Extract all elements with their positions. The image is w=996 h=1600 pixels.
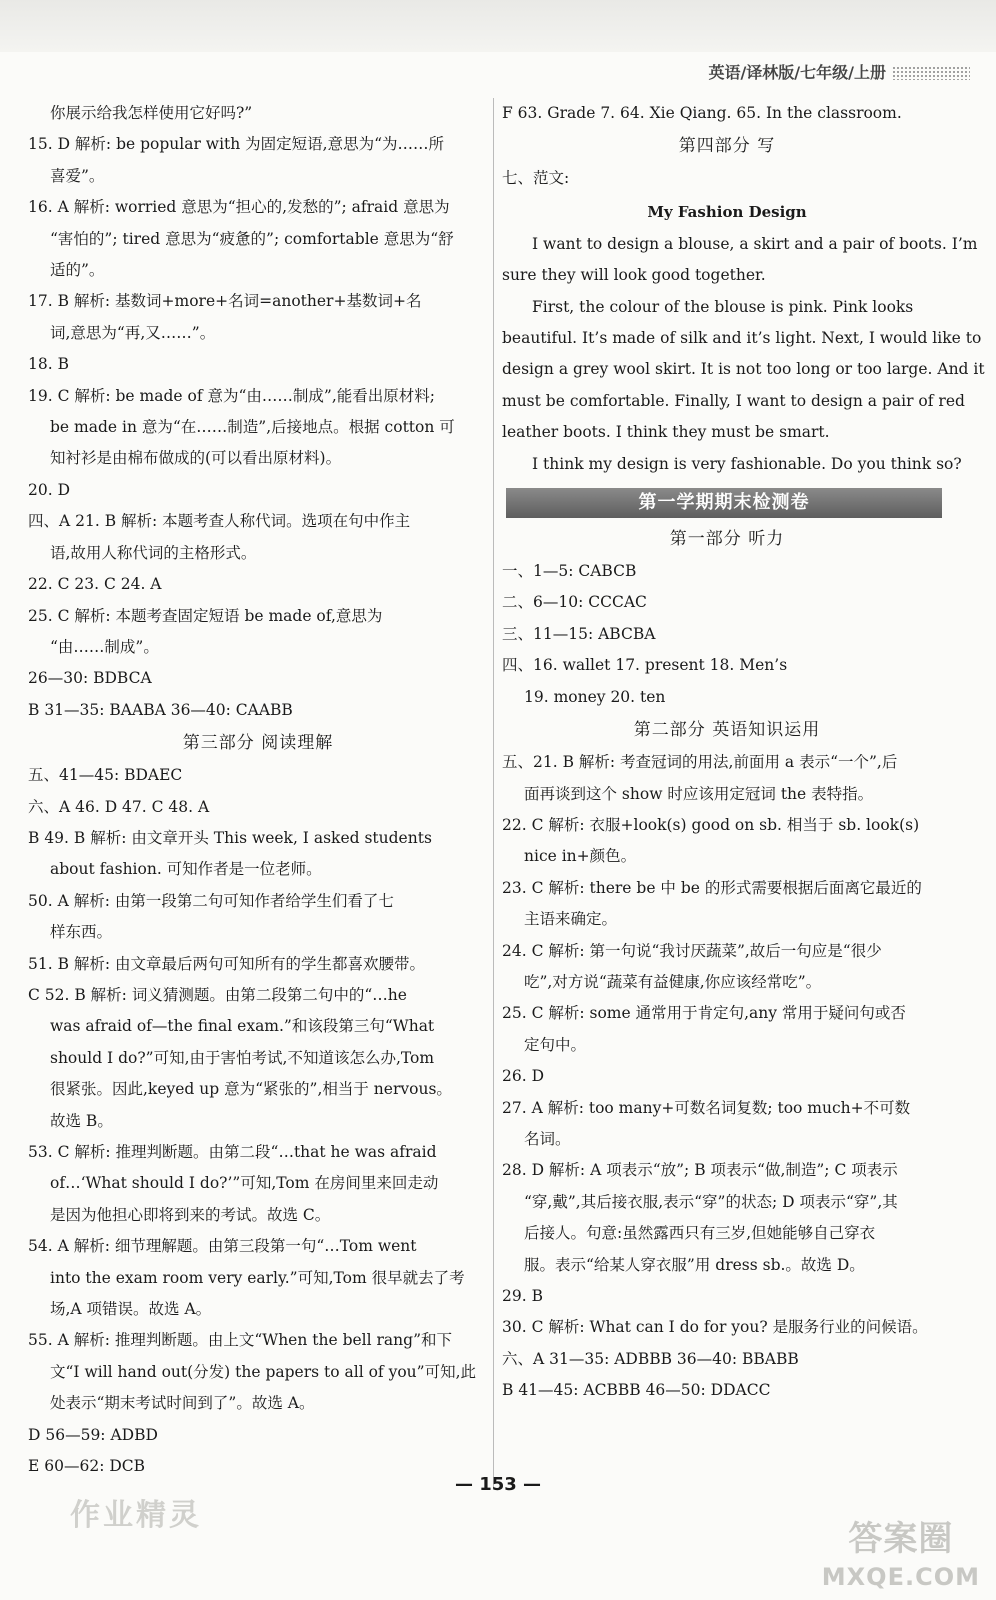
answer-line: must be comfortable. Finally, I want to design a pair of red xyxy=(502,391,965,410)
answer-line: 五、21. B 解析: 考查冠词的用法,前面用 a 表示“一个”,后 xyxy=(502,753,898,772)
left-column xyxy=(28,98,488,1482)
answer-line: 词,意思为“再,又……”。 xyxy=(50,323,216,342)
answer-line: sure they will look good together. xyxy=(502,266,766,285)
answer-line: of…‘What should I do?’”可知,Tom 在房间里来回走动 xyxy=(50,1174,439,1193)
answer-line: should I do?”可知,由于害怕考试,不知道该怎么办,Tom xyxy=(50,1048,435,1067)
answer-line: 处表示“期末考试时间到了”。故选 A。 xyxy=(50,1394,315,1413)
answer-line: F 63. Grade 7. 64. Xie Qiang. 65. In the classroom. xyxy=(502,104,902,122)
answer-line: be made in 意为“在……制造”,后接地点。根据 cotton 可 xyxy=(50,418,455,437)
essay-paragraph-start: I think my design is very fashionable. Do you think so? xyxy=(532,454,962,473)
page-number: — 153 — xyxy=(454,1474,542,1495)
answer-line: 定句中。 xyxy=(524,1035,587,1054)
watermark-right-bottom: MXQE.COM xyxy=(821,1563,980,1591)
answer-line: B 31—35: BAABA 36—40: CAABB xyxy=(28,700,293,719)
answer-line: 22. C 23. C 24. A xyxy=(28,575,162,594)
answer-line: “穿,戴”,其后接衣服,表示“穿”的状态; D 项表示“穿”,其 xyxy=(524,1192,898,1211)
answer-line: 20. D xyxy=(28,480,71,499)
answer-line: 主语来确定。 xyxy=(524,910,618,929)
section-heading: 第一部分 听力 xyxy=(669,529,785,550)
answer-line: nice in+颜色。 xyxy=(524,847,637,866)
answer-line: 51. B 解析: 由文章最后两句可知所有的学生都喜欢腰带。 xyxy=(28,954,426,973)
answer-line: 22. C 解析: 衣服+look(s) good on sb. 相当于 sb. look(s) xyxy=(502,815,920,834)
answer-line: 语,故用人称代词的主格形式。 xyxy=(50,543,257,562)
answer-line: 18. B xyxy=(28,355,69,374)
watermark-right xyxy=(822,1520,980,1596)
answer-line: 二、6—10: CCCAC xyxy=(502,593,647,612)
column-divider xyxy=(493,98,494,1488)
answer-line: 文“I will hand out(分发) the papers to all of you”可知,此 xyxy=(50,1362,477,1381)
watermark-left: 作业精灵 xyxy=(70,1498,202,1533)
answer-line: 吃”,对方说“蔬菜有益健康,你应该经常吃”。 xyxy=(524,972,822,991)
answer-line: 54. A 解析: 细节理解题。由第三段第一句“…Tom went xyxy=(28,1237,417,1256)
essay-title: My Fashion Design xyxy=(647,202,807,221)
answer-line: into the exam room very early.”可知,Tom 很早就去了考 xyxy=(50,1268,465,1287)
answer-line: “害怕的”; tired 意思为“疲惫的”; comfortable 意思为“舒 xyxy=(50,229,454,248)
answer-line: 26—30: BDBCA xyxy=(28,669,152,688)
answer-line: 19. money 20. ten xyxy=(524,687,666,706)
answer-line: 四、16. wallet 17. present 18. Men’s xyxy=(502,656,788,675)
answer-line: 场,A 项错误。故选 A。 xyxy=(50,1300,212,1319)
answer-line: 服。表示“给某人穿衣服”用 dress sb.。故选 D。 xyxy=(524,1255,865,1274)
answer-line: leather boots. I think they must be smart. xyxy=(502,423,830,442)
answer-line: 故选 B。 xyxy=(50,1111,113,1130)
answer-line: 16. A 解析: worried 意思为“担心的,发愁的”; afraid 意思为 xyxy=(28,198,450,217)
essay-paragraph-start: I want to design a blouse, a skirt and a pair of boots. I’m xyxy=(532,234,978,253)
answer-line: B 41—45: ACBBB 46—50: DDACC xyxy=(502,1381,771,1400)
answer-line: 24. C 解析: 第一句说“我讨厌蔬菜”,故后一句应是“很少 xyxy=(502,941,882,960)
header-dot-pattern xyxy=(892,66,970,80)
answer-line: 25. C 解析: 本题考查固定短语 be made of,意思为 xyxy=(28,606,383,625)
answer-line: 17. B 解析: 基数词+more+名词=another+基数词+名 xyxy=(28,292,422,311)
essay-paragraph-start: First, the colour of the blouse is pink. Pink looks xyxy=(532,297,914,316)
answer-line: 55. A 解析: 推理判断题。由上文“When the bell rang”和下 xyxy=(28,1331,452,1350)
header-band xyxy=(0,0,996,52)
answer-line: 七、范文: xyxy=(502,169,570,188)
exam-banner: 第一学期期末检测卷 xyxy=(506,488,942,518)
answer-line: 50. A 解析: 由第一段第二句可知作者给学生们看了七 xyxy=(28,891,394,910)
watermark-right-top: 答案圈 xyxy=(848,1519,954,1559)
answer-line: 30. C 解析: What can I do for you? 是服务行业的问候语。 xyxy=(502,1318,928,1337)
answer-line: 名词。 xyxy=(524,1129,571,1148)
answer-line: “由……制成”。 xyxy=(50,637,159,656)
section-heading: 第四部分 写 xyxy=(678,136,776,157)
answer-line: 是因为他担心即将到来的考试。故选 C。 xyxy=(50,1205,331,1224)
answer-line: beautiful. It’s made of silk and it’s light. Next, I would like to xyxy=(502,329,982,348)
answer-line: B 49. B 解析: 由文章开头 This week, I asked students xyxy=(28,828,432,847)
answer-line: design a grey wool skirt. It is not too long or too large. And it xyxy=(502,360,985,379)
answer-line: 六、A 31—35: ADBBB 36—40: BBABB xyxy=(502,1349,799,1368)
answer-line: 五、41—45: BDAEC xyxy=(28,766,183,785)
answer-line: 你展示给我怎样使用它好吗?” xyxy=(50,104,253,122)
answer-line: 很紧张。因此,keyed up 意为“紧张的”,相当于 nervous。 xyxy=(50,1080,452,1099)
answer-line: D 56—59: ADBD xyxy=(28,1425,158,1444)
answer-line: 喜爱”。 xyxy=(50,166,105,185)
answer-line: 四、A 21. B 解析: 本题考查人称代词。选项在句中作主 xyxy=(28,512,411,531)
section-heading: 第三部分 阅读理解 xyxy=(182,733,334,754)
answer-line: 知衬衫是由棉布做成的(可以看出原材料)。 xyxy=(50,449,342,468)
answer-line: 27. A 解析: too many+可数名词复数; too much+不可数 xyxy=(502,1098,911,1117)
answer-line: 面再谈到这个 show 时应该用定冠词 the 表特指。 xyxy=(524,784,874,803)
answer-line: 29. B xyxy=(502,1287,543,1305)
answer-line: 15. D 解析: be popular with 为固定短语,意思为“为……所 xyxy=(28,135,445,154)
answer-line: 19. C 解析: be made of 意为“由……制成”,能看出原材料; xyxy=(28,386,435,405)
answer-line: 一、1—5: CABCB xyxy=(502,562,637,581)
answer-line: 适的”。 xyxy=(50,261,105,280)
answer-line: 26. D xyxy=(502,1067,545,1086)
answer-line: 后接人。句意:虽然露西只有三岁,但她能够自己穿衣 xyxy=(524,1224,876,1243)
answer-line: 53. C 解析: 推理判断题。由第二段“…that he was afraid xyxy=(28,1143,437,1161)
answer-line: 28. D 解析: A 项表示“放”; B 项表示“做,制造”; C 项表示 xyxy=(502,1161,898,1180)
answer-line: 25. C 解析: some 通常用于肯定句,any 常用于疑问句或否 xyxy=(502,1004,906,1023)
answer-line: C 52. B 解析: 词义猜测题。由第二段第二句中的“…he xyxy=(28,985,407,1004)
right-column xyxy=(502,98,985,1407)
answer-line: 三、11—15: ABCBA xyxy=(502,624,656,643)
answer-line: 样东西。 xyxy=(50,923,113,942)
answer-line: E 60—62: DCB xyxy=(28,1457,146,1476)
answer-line: was afraid of—the final exam.”和该段第三句“What xyxy=(50,1017,435,1036)
answer-line: 23. C 解析: there be 中 be 的形式需要根据后面离它最近的 xyxy=(502,878,922,897)
header-title: 英语/译林版/七年级/上册 xyxy=(708,63,886,82)
answer-line: about fashion. 可知作者是一位老师。 xyxy=(50,860,322,879)
section-heading: 第二部分 英语知识运用 xyxy=(633,720,821,741)
answer-line: 六、A 46. D 47. C 48. A xyxy=(28,797,210,816)
